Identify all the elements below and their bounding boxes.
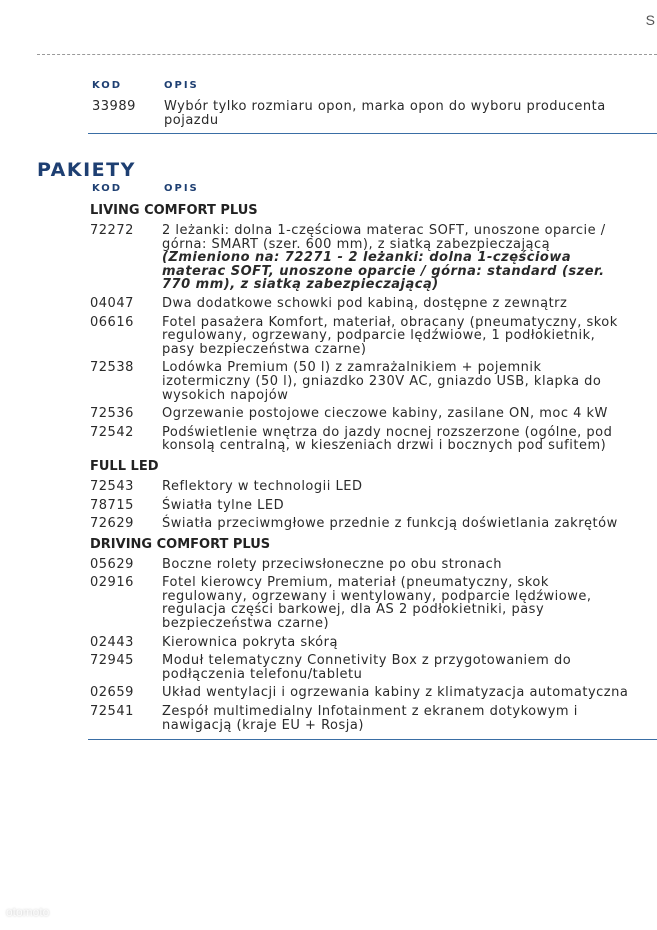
item-code: 04047	[90, 295, 134, 311]
description-line: Podświetlenie wnętrza do jazdy nocnej rozszerzone (ogólne, pod	[162, 424, 613, 440]
package-section-title: LIVING COMFORT PLUS	[90, 203, 258, 218]
description-line: pojazdu	[164, 112, 219, 128]
item-description	[162, 297, 650, 311]
item-description	[162, 576, 650, 630]
item-code: 72272	[90, 223, 134, 238]
description-line: Fotel pasażera Komfort, materiał, obracany (pneumatyczny, skok	[162, 314, 618, 330]
item-code: 72945	[90, 653, 134, 669]
desc-column-header: OPIS	[164, 183, 199, 194]
description-line: Fotel kierowcy Premium, materiał (pneumatyczny, skok	[162, 575, 549, 591]
section-title-packages: PAKIETY	[37, 159, 136, 181]
table-row	[90, 636, 650, 650]
description-line: izotermiczny (50 l), gniazdko 230V AC, gniazdo USB, klapka do	[162, 373, 602, 389]
item-code: 02916	[90, 575, 134, 591]
dashed-divider	[37, 54, 657, 55]
package-section	[90, 203, 650, 453]
description-line: regulacja części barkowej, dla AS 2 podłokietniki, pasy	[162, 602, 545, 618]
packages-bottom-rule	[88, 739, 657, 740]
description-line: górna: SMART (szer. 600 mm), z siatką zabezpieczającą	[162, 236, 551, 252]
item-code: 72538	[90, 360, 134, 376]
item-description	[162, 361, 650, 402]
description-line: Lodówka Premium (50 l) z zamrażalnikiem + pojemnik	[162, 360, 542, 376]
description-line: Światła przeciwmgłowe przednie z funkcją doświetlania zakrętów	[162, 516, 618, 532]
packages-table	[90, 183, 650, 737]
description-line: nawigacją (kraje EU + Rosja)	[162, 717, 364, 733]
code-column-header: KOD	[92, 80, 123, 91]
item-code: 02443	[90, 634, 134, 650]
top-table	[92, 80, 652, 127]
watermark-logo: otomoto	[6, 905, 50, 919]
change-note-line: materac SOFT, unoszone oparcie / górna: standard (szer.	[162, 263, 605, 279]
item-code: 72542	[90, 424, 134, 440]
table-row	[90, 361, 650, 402]
table-row	[90, 297, 650, 311]
item-description	[162, 224, 650, 292]
table-row	[90, 499, 650, 513]
item-description	[162, 407, 650, 421]
table-row	[90, 316, 650, 357]
table-row	[90, 705, 650, 732]
change-note-line: 770 mm), z siatką zabezpieczającą)	[162, 277, 439, 293]
table-row	[90, 576, 650, 630]
item-description	[162, 517, 650, 531]
desc-column-header: OPIS	[164, 80, 199, 91]
description-line: bezpieczeństwa czarne)	[162, 616, 330, 632]
code-column-header: KOD	[92, 183, 123, 194]
item-description	[164, 100, 652, 127]
table-row	[90, 558, 650, 572]
description-line: Wybór tylko rozmiaru opon, marka opon do wyboru producenta	[164, 99, 606, 114]
change-note-line: (Zmieniono na: 72271 - 2 leżanki: dolna 1-częściowa	[162, 250, 572, 266]
item-description	[162, 686, 650, 700]
description-line: wysokich napojów	[162, 387, 289, 403]
item-description	[162, 558, 650, 572]
table-row	[90, 480, 650, 494]
table-row	[90, 224, 650, 292]
description-line: Światła tylne LED	[162, 497, 285, 513]
top-table-header	[92, 80, 652, 94]
item-description	[162, 705, 650, 732]
table-row	[92, 100, 652, 127]
item-description	[162, 480, 650, 494]
item-code: 78715	[90, 497, 134, 513]
item-code: 33989	[92, 99, 136, 114]
description-line: Dwa dodatkowe schowki pod kabiną, dostępne z zewnątrz	[162, 295, 568, 311]
item-code: 72629	[90, 516, 134, 532]
table-row	[90, 517, 650, 531]
item-code: 06616	[90, 314, 134, 330]
item-description	[162, 499, 650, 513]
description-line: Reflektory w technologii LED	[162, 478, 363, 494]
table-row	[90, 407, 650, 421]
item-code: 05629	[90, 556, 134, 572]
item-code: 72536	[90, 406, 134, 422]
description-line: Boczne rolety przeciwsłoneczne po obu stronach	[162, 556, 502, 572]
package-section-title: FULL LED	[90, 458, 159, 474]
table-row	[90, 686, 650, 700]
item-description	[162, 636, 650, 650]
top-table-bottom-rule	[88, 133, 657, 134]
item-description	[162, 654, 650, 681]
description-line: Zespół multimedialny Infotainment z ekranem dotykowym i	[162, 704, 578, 720]
page-number: S	[645, 12, 655, 28]
table-row	[90, 654, 650, 681]
description-line: pasy bezpieczeństwa czarne)	[162, 341, 367, 357]
package-section	[90, 459, 650, 531]
description-line: podłączenia telefonu/tabletu	[162, 666, 363, 682]
description-line: Kierownica pokryta skórą	[162, 634, 338, 650]
description-line: regulowany, ogrzewany i wentylowany, podparcie lędźwiowe,	[162, 588, 592, 604]
description-line: 2 leżanki: dolna 1-częściowa materac SOFT, unoszone oparcie /	[162, 223, 606, 238]
description-line: konsolą centralną, w kieszeniach drzwi i bocznych pod sufitem)	[162, 438, 607, 454]
item-code: 72541	[90, 704, 134, 720]
package-section-title: DRIVING COMFORT PLUS	[90, 536, 271, 552]
description-line: Ogrzewanie postojowe cieczowe kabiny, zasilane ON, moc 4 kW	[162, 406, 608, 422]
description-line: Układ wentylacji i ogrzewania kabiny z klimatyzacja automatyczna	[162, 685, 629, 701]
description-line: regulowany, ogrzewany, podparcie lędźwiowe, 1 podłokietnik,	[162, 328, 596, 344]
packages-table-header	[92, 183, 652, 197]
item-code: 72543	[90, 478, 134, 494]
item-description	[162, 426, 650, 453]
table-row	[90, 426, 650, 453]
item-code: 02659	[90, 685, 134, 701]
package-section	[90, 537, 650, 733]
item-description	[162, 316, 650, 357]
description-line: Moduł telematyczny Connetivity Box z przygotowaniem do	[162, 653, 572, 669]
